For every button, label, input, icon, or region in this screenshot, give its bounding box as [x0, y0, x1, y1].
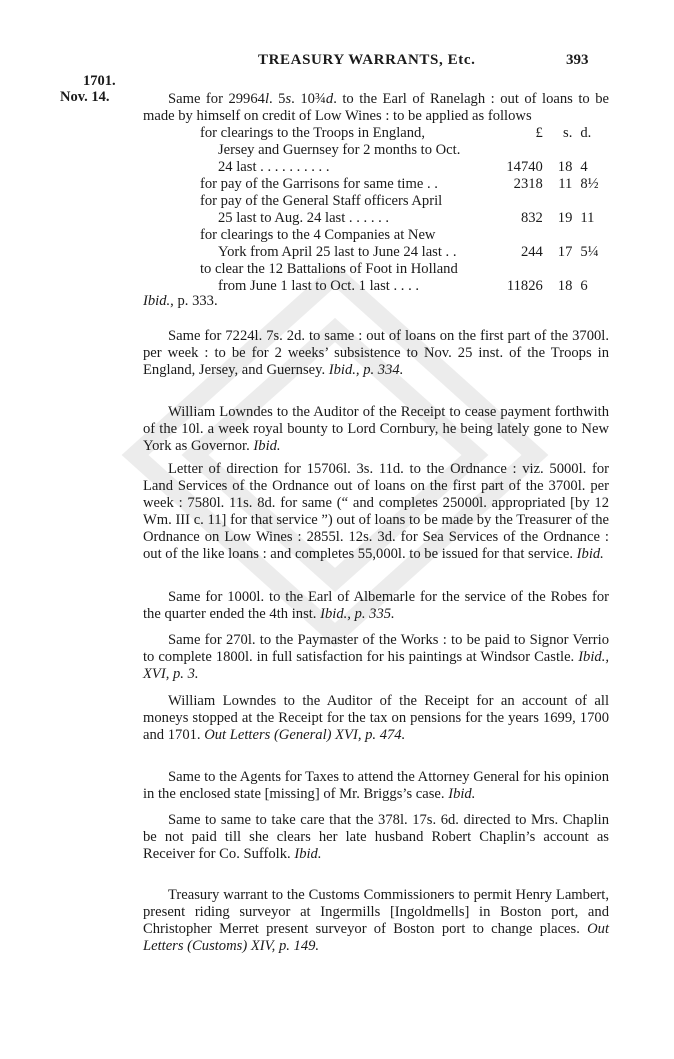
margin-date: Nov. 14.	[60, 89, 110, 105]
table-row: for clearings to the 4 Companies at New	[200, 227, 436, 243]
entry-customs-surveyors: Treasury warrant to the Customs Commissioners to permit Henry Lambert, present riding surveyor at Ingermills [Ingoldmells] in Boston port, and Christopher Merret present surveyor of Boston port to change places. Out Letters (Customs) XIV, p. 149.	[143, 887, 609, 954]
citation: Ibid., XVI, p. 3.	[143, 649, 609, 682]
citation: Ibid.	[576, 546, 604, 562]
table-row: 25 last to Aug. 24 last . . . . . . 832 19 11	[218, 210, 595, 226]
citation: Out Letters (General) XVI, p. 474.	[204, 727, 406, 743]
table-row: from June 1 last to Oct. 1 last . . . . 11826 18 6	[218, 278, 588, 294]
entry-ranelagh	[143, 91, 609, 125]
table-row: for pay of the Garrisons for same time . . 2318 11 8½	[200, 176, 599, 192]
entry-ordnance: Letter of direction for 15706l. 3s. 11d. to the Ordnance : viz. 5000l. for Land Services of the Ordnance out of loans on the first part of the 3700l. per week : 7580l. 11s. 8d. for same (“ and completes 25000l. appropriated [by 12 Wm. III c. 11] for that service ”) out of loans to be made by the Treasurer of the Ordnance on Low Wines : 2855l. 12s. 3d. for Sea Services of the Ordnance : out of the like loans : and completes 55,000l. to be issued for that service. Ibid.	[143, 461, 609, 562]
entry-ranelagh-text: Same for 29964l. 5s. 10¾d. to the Earl of Ranelagh : out of loans to be made by himself on credit of Low Wines : to be applied as follows	[143, 91, 610, 124]
page-header	[0, 52, 674, 72]
entry-briggs-case: Same to the Agents for Taxes to attend the Attorney General for his opinion in the enclosed state [missing] of Mr. Briggs’s case. Ibid.	[143, 769, 609, 802]
citation: Ibid.	[253, 438, 281, 454]
entry-albemarle-robes: Same for 1000l. to the Earl of Albemarle for the service of the Robes for the quarter ended the 4th inst. Ibid., p. 335.	[143, 589, 609, 622]
table-row: for pay of the General Staff officers April	[200, 193, 443, 209]
entry-troops-subsistence: Same for 7224l. 7s. 2d. to same : out of loans on the first part of the 3700l. per week : to be for 2 weeks’ subsistence to Nov. 25 inst. of the Troops in England, Jersey, and Guernsey. Ibid., p. 334.	[143, 328, 609, 378]
table-row: to clear the 12 Battalions of Foot in Holland	[200, 261, 458, 277]
citation: Ibid.	[294, 846, 322, 862]
page-number: 393	[566, 52, 589, 68]
entry-chaplin: Same to same to take care that the 378l. 17s. 6d. directed to Mrs. Chaplin be not paid till she clears her late husband Robert Chaplin’s account as Receiver for Co. Suffolk. Ibid.	[143, 812, 609, 862]
entry-pensions-tax: William Lowndes to the Auditor of the Receipt for an account of all moneys stopped at the Receipt for the tax on pensions for the years 1699, 1700 and 1701. Out Letters (General) XVI, p. 474.	[143, 693, 609, 743]
citation: Ibid., p. 335.	[320, 606, 395, 622]
table-row: Jersey and Guernsey for 2 months to Oct.	[218, 142, 461, 158]
entry-verrio-paintings: Same for 270l. to the Paymaster of the Works : to be paid to Signor Verrio to complete 1800l. in full satisfaction for his paintings at Windsor Castle. Ibid., XVI, p. 3.	[143, 632, 609, 682]
running-title: TREASURY WARRANTS, Etc.	[258, 52, 476, 68]
table-row: York from April 25 last to June 24 last . . 244 17 5¼	[218, 244, 599, 260]
citation: Ibid.	[448, 786, 476, 802]
col-head-pence: d.	[580, 125, 592, 141]
col-head-pounds: £	[535, 125, 543, 141]
margin-year: 1701.	[83, 73, 116, 89]
payment-breakdown-table	[200, 125, 611, 295]
table-row: for clearings to the Troops in England, £ s. d.	[200, 125, 611, 142]
col-head-shillings: s.	[563, 125, 573, 141]
citation: Out Letters (Customs) XIV, p. 149.	[143, 921, 609, 954]
table-row: 24 last . . . . . . . . . . 14740 18 4	[218, 159, 588, 175]
entry-ranelagh-citation: Ibid., p. 333.	[143, 293, 218, 309]
entry-cornbury-bounty: William Lowndes to the Auditor of the Receipt to cease payment forthwith of the 10l. a week royal bounty to Lord Cornbury, he being lately gone to New York as Governor. Ibid.	[143, 404, 609, 454]
citation: Ibid., p. 334.	[328, 362, 404, 378]
